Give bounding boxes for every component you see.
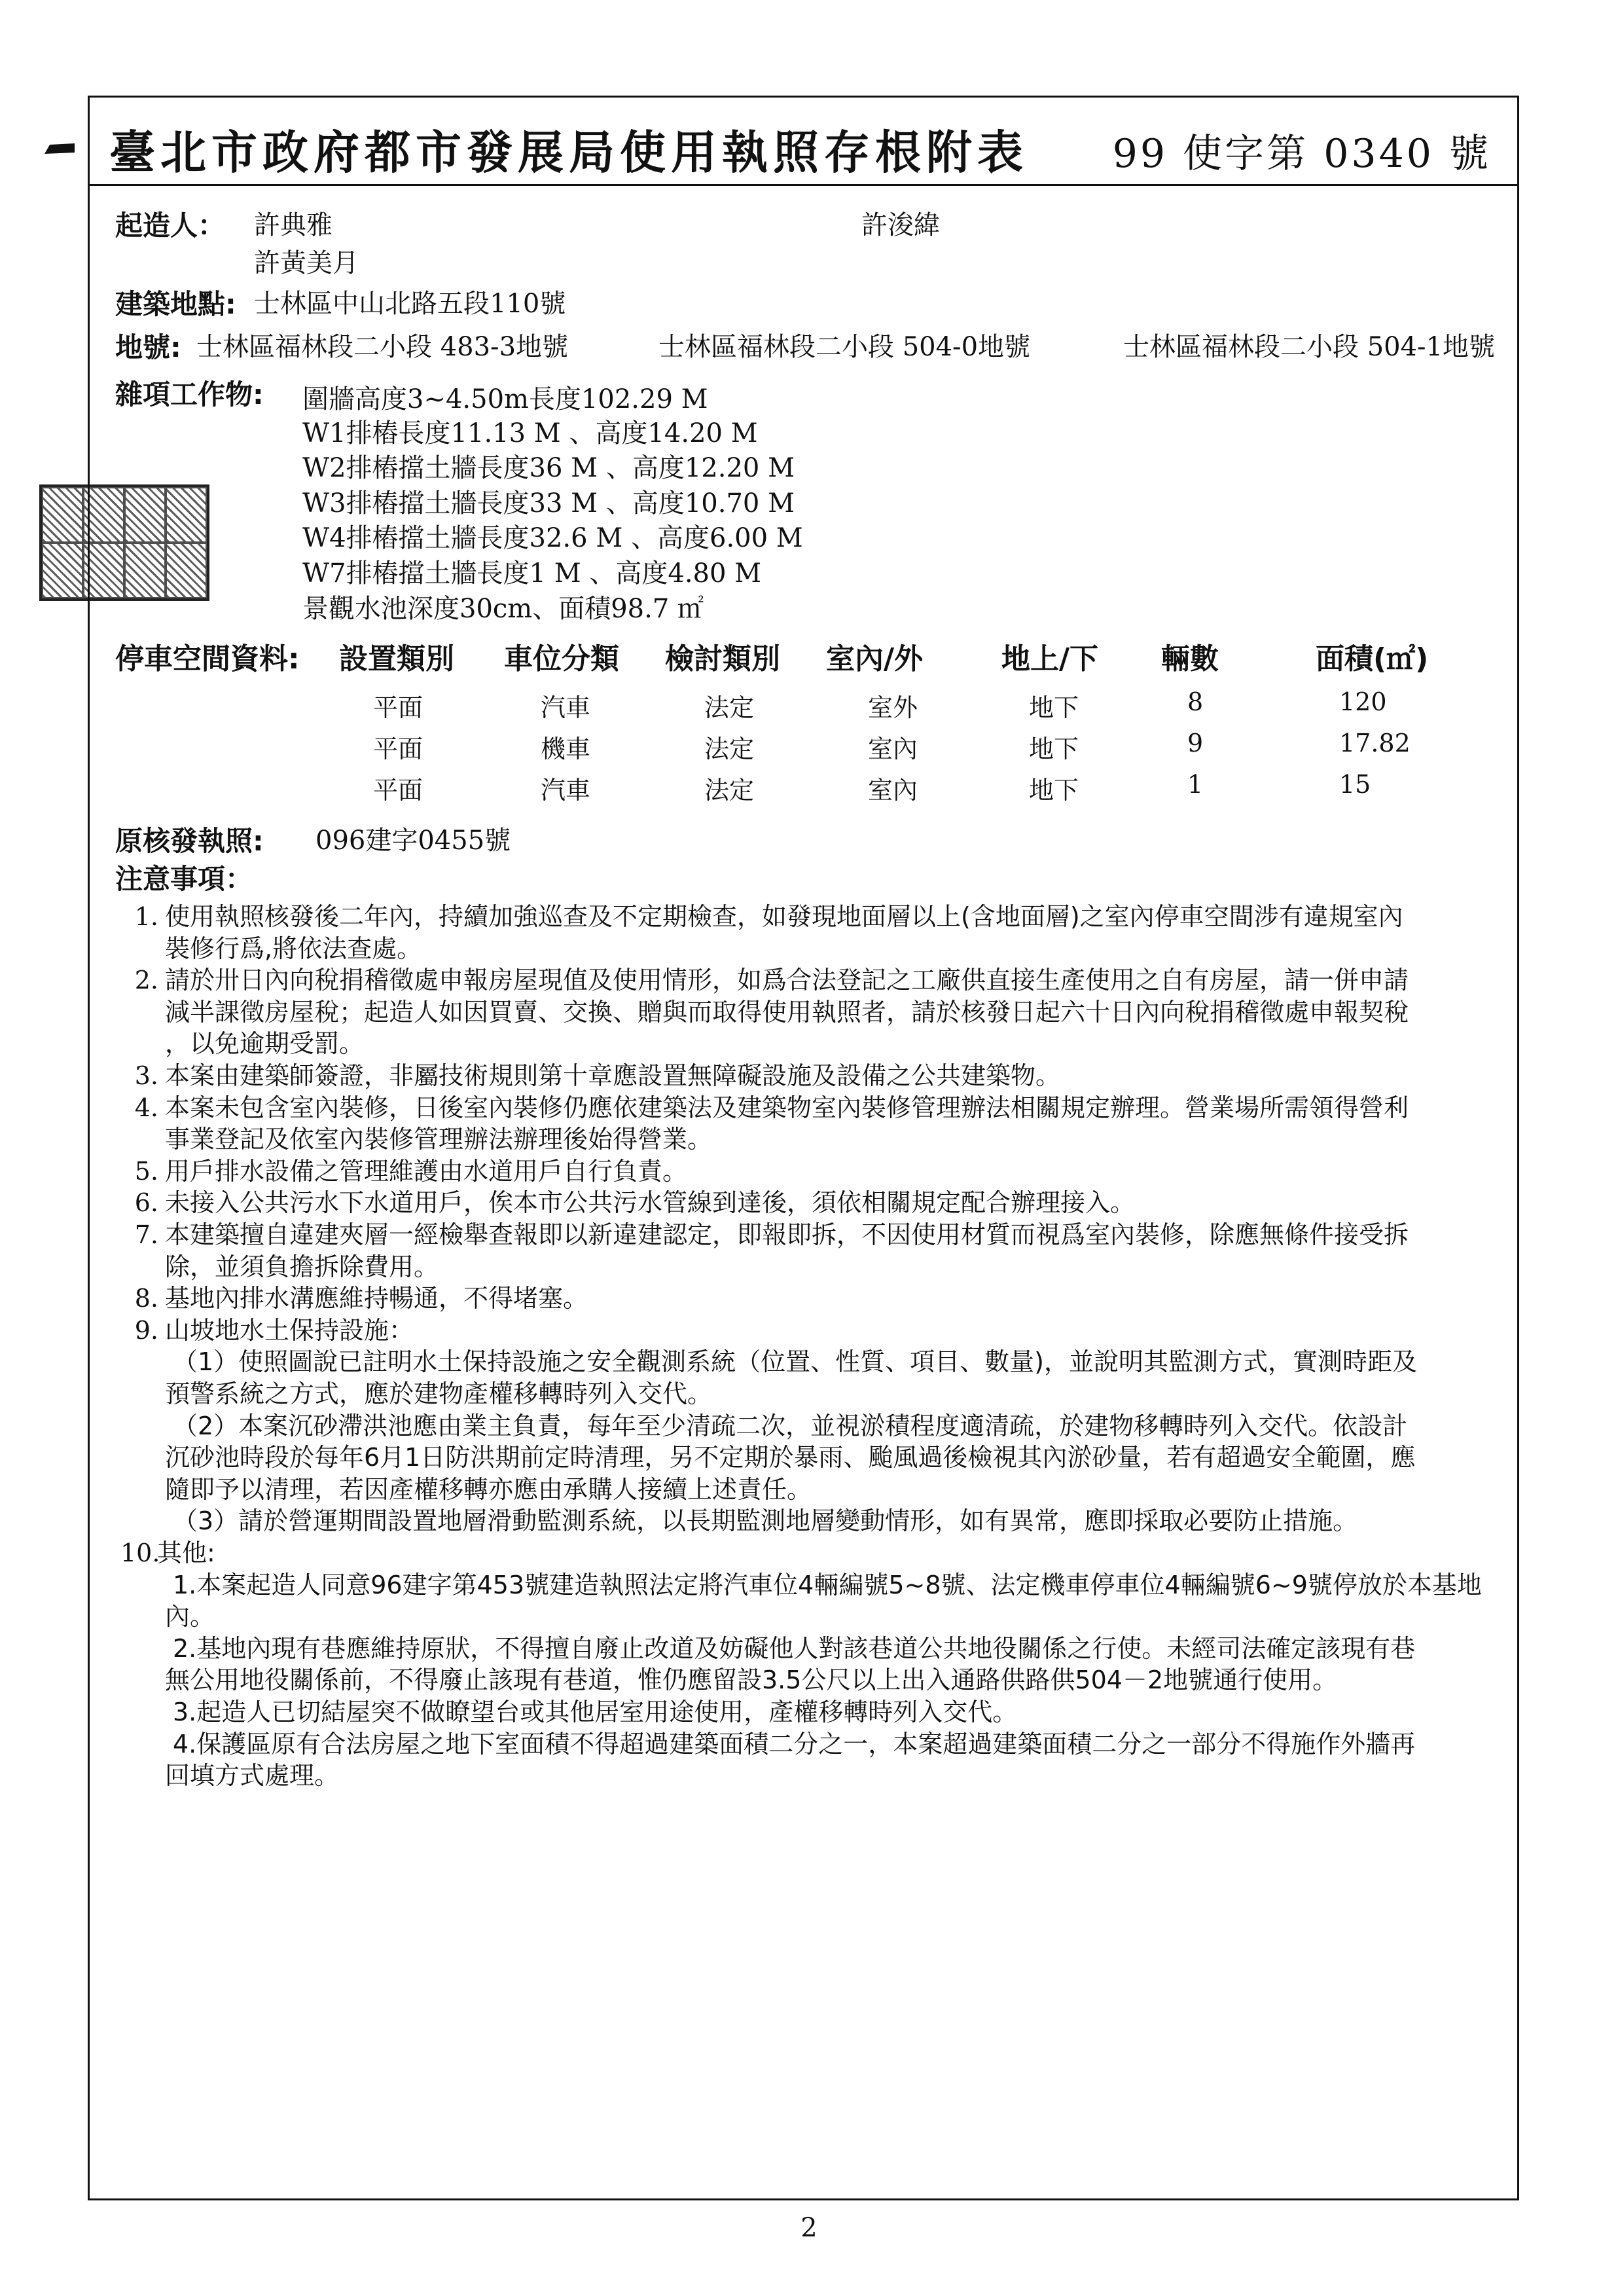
note-line <box>128 1157 687 1186</box>
parking-cell: 15 <box>1339 770 1371 799</box>
note-text: 沉砂池時段於每年6月1日防洪期前定時清理，另不定期於暴雨、颱風過後檢視其內淤砂量，若有超過安全範圍，應 <box>165 1443 1416 1472</box>
note-text: 4.保護區原有合法房屋之地下室面積不得超過建築面積二分之一，本案超過建築面積二分之一部分不得施作外牆再 <box>173 1730 1416 1758</box>
applicant-name-2: 許黃美月 <box>254 248 359 278</box>
note-text: 使用執照核發後二年內，持續加強巡查及不定期檢查，如發現地面層以上(含地面層)之室內停車空間涉有違規室內 <box>165 902 1403 931</box>
original-permit-value: 096建字0455號 <box>315 826 511 856</box>
note-text: 1.本案起造人同意96建字第453號建造執照法定將汽車位4輛編號5~8號、法定機車停車位4輛編號6~9號停放於本基地 <box>173 1571 1482 1599</box>
note-text: 3.起造人已切結屋突不做瞭望台或其他居室用途使用，產權移轉時列入交代。 <box>173 1698 1018 1726</box>
parking-cell: 機車 <box>541 735 591 763</box>
parking-header: 車位分類 <box>504 642 619 676</box>
note-text: 無公用地役關係前，不得廢止該現有巷道，惟仍應留設3.5公尺以上出入通路供路供504－2地號通行使用。 <box>165 1666 1338 1694</box>
site-label: 建築地點: <box>115 288 236 320</box>
document-number: 99 使字第 0340 號 <box>1112 131 1491 177</box>
note-line <box>165 998 1409 1027</box>
lot-label: 地號: <box>115 331 181 363</box>
note-text: （1）使照圖說已註明水土保持設施之安全觀測系統（位置、性質、項目、數量)，並說明其監測方式，實測時距及 <box>173 1347 1418 1376</box>
parking-cell: 120 <box>1339 687 1387 716</box>
note-text: 其他: <box>157 1539 215 1567</box>
note-text: 內。 <box>165 1602 215 1631</box>
parking-header: 室內/外 <box>826 642 924 676</box>
note-line <box>173 1634 1415 1663</box>
note-line <box>165 1602 215 1631</box>
note-text: 預警系統之方式，應於建物產權移轉時列入交代。 <box>165 1379 713 1408</box>
note-text: 本建築擅自違建夾層一經檢舉查報即以新違建認定，即報即拆，不因使用材質而視爲室內裝修，除應無條件接受拆 <box>165 1220 1409 1249</box>
parking-cell: 9 <box>1187 729 1204 757</box>
misc-item: W3排樁擋土牆長度33 M 、高度10.70 M <box>302 488 795 519</box>
parking-cell: 平面 <box>373 693 423 722</box>
note-text: 2.基地內現有巷應維持原狀，不得擅自廢止改道及妨礙他人對該巷道公共地役關係之行使。未經司法確定該現有巷 <box>173 1634 1416 1663</box>
note-text: 未接入公共污水下水道用戶，俟本市公共污水管線到達後，須依相關規定配合辦理接入。 <box>165 1188 1136 1217</box>
note-line <box>173 1347 1417 1376</box>
document-title: 臺北市政府都市發展局使用執照存根附表 <box>109 126 1028 179</box>
note-text: 用戶排水設備之管理維護由水道用戶自行負責。 <box>165 1157 688 1186</box>
misc-item: W4排樁擋土牆長度32.6 M 、高度6.00 M <box>302 523 803 553</box>
parking-cell: 汽車 <box>541 693 591 722</box>
note-line <box>128 1316 414 1345</box>
applicant-name-1: 許典雅 <box>254 210 333 240</box>
note-line <box>128 1061 1060 1090</box>
note-text: 本案未包含室內裝修，日後室內裝修仍應依建築法及建築物室內裝修管理辦法相關規定辦理。營業場所需領得營利 <box>165 1093 1409 1122</box>
note-text: 回填方式處理。 <box>165 1761 340 1790</box>
misc-item: W7排樁擋土牆長度1 M 、高度4.80 M <box>302 558 762 589</box>
note-line <box>165 1475 812 1504</box>
note-text: 除，並須負擔拆除費用。 <box>165 1252 439 1281</box>
parking-cell: 室內 <box>868 735 918 763</box>
note-text: 本案由建築師簽證，非屬技術規則第十章應設置無障礙設施及設備之公共建築物。 <box>165 1061 1061 1090</box>
note-number: 8. <box>134 1284 158 1313</box>
note-line <box>165 1125 712 1154</box>
note-number: 6. <box>134 1188 158 1217</box>
note-number: 7. <box>134 1220 158 1249</box>
misc-item: W1排樁長度11.13 M 、高度14.20 M <box>302 418 758 448</box>
parking-cell: 地下 <box>1029 776 1079 805</box>
parking-cell: 平面 <box>373 776 423 805</box>
note-text: ，以免逾期受罰。 <box>165 1029 365 1058</box>
note-text: 減半課徵房屋稅；起造人如因買賣、交換、贈與而取得使用執照者，請於核發日起六十日內向稅捐稽徵處申報契稅 <box>165 998 1409 1027</box>
note-line <box>173 1506 1357 1535</box>
note-text: （2）本案沉砂滯洪池應由業主負責，每年至少清疏二次，並視淤積程度適清疏，於建物移轉時列入交代。依設計 <box>173 1412 1408 1440</box>
note-number: 3. <box>134 1061 158 1090</box>
note-line <box>128 966 1409 994</box>
note-text: 裝修行爲,將依法查處。 <box>165 934 422 963</box>
parking-header: 面積(㎡) <box>1316 642 1429 676</box>
misc-item: W2排樁擋土牆長度36 M 、高度12.20 M <box>302 453 795 483</box>
parking-header: 設置類別 <box>339 642 454 676</box>
site-value: 士林區中山北路五段110號 <box>254 289 566 319</box>
misc-label: 雜項工作物: <box>115 378 264 410</box>
parking-cell: 室外 <box>868 693 918 722</box>
note-line <box>165 934 422 963</box>
lot-value-2: 士林區福林段二小段 504-0地號 <box>658 332 1031 362</box>
applicant-label: 起造人： <box>115 210 226 242</box>
note-line <box>165 1761 339 1790</box>
document-header <box>90 98 1517 186</box>
note-line <box>165 1029 364 1058</box>
note-text: 事業登記及依室內裝修管理辦法辦理後始得營業。 <box>165 1125 713 1154</box>
applicant-name-3: 許浚緯 <box>861 210 940 240</box>
parking-cell: 法定 <box>704 693 755 722</box>
margin-mark-icon <box>43 141 76 155</box>
note-number: 10. <box>120 1539 160 1567</box>
note-number: 1. <box>134 902 158 931</box>
page-number: 2 <box>800 2213 818 2243</box>
note-line <box>173 1730 1415 1758</box>
note-line <box>128 1284 588 1313</box>
note-text: 請於卅日內向稅捐稽徵處申報房屋現值及使用情形，如爲合法登記之工廠供直接生產使用之自有房屋，請一併申請 <box>165 966 1409 994</box>
parking-cell: 17.82 <box>1339 729 1411 757</box>
note-line <box>165 1379 712 1408</box>
parking-cell: 地下 <box>1029 693 1079 722</box>
parking-label: 停車空間資料: <box>115 642 300 676</box>
note-text: 隨即予以清理，若因產權移轉亦應由承購人接續上述責任。 <box>165 1475 812 1504</box>
parking-cell: 平面 <box>373 735 423 763</box>
note-line <box>165 1666 1337 1694</box>
misc-item: 圍牆高度3~4.50m長度102.29 M <box>302 384 708 414</box>
parking-cell: 法定 <box>704 776 755 805</box>
note-line <box>173 1571 1482 1599</box>
note-line <box>128 1220 1409 1249</box>
note-line <box>173 1698 1017 1726</box>
note-number: 2. <box>134 966 158 994</box>
parking-header: 輛數 <box>1161 642 1219 676</box>
parking-cell: 地下 <box>1029 735 1079 763</box>
note-text: （3）請於營運期間設置地層滑動監測系統，以長期監測地層變動情形，如有異常，應即採取必要防止措施。 <box>173 1506 1358 1535</box>
original-permit-label: 原核發執照: <box>115 825 264 857</box>
notes-label: 注意事項： <box>115 863 253 895</box>
note-text: 基地內排水溝應維持暢通，不得堵塞。 <box>165 1284 588 1313</box>
lot-value-1: 士林區福林段二小段 483-3地號 <box>196 332 569 362</box>
note-line <box>165 1252 439 1281</box>
note-line <box>128 1188 1135 1217</box>
note-line <box>173 1412 1407 1440</box>
parking-header: 檢討類別 <box>665 642 780 676</box>
misc-item: 景觀水池深度30cm、面積98.7 ㎡ <box>302 594 704 624</box>
parking-cell: 1 <box>1187 770 1204 799</box>
parking-header: 地上/下 <box>1001 642 1099 676</box>
note-line <box>165 1443 1415 1472</box>
note-number: 4. <box>134 1093 158 1122</box>
note-line <box>120 1539 215 1567</box>
note-number: 9. <box>134 1316 158 1345</box>
parking-cell: 8 <box>1187 687 1204 716</box>
parking-cell: 法定 <box>704 735 755 763</box>
parking-cell: 室內 <box>868 776 918 805</box>
parking-cell: 汽車 <box>541 776 591 805</box>
note-line <box>128 1093 1409 1122</box>
note-line <box>128 902 1403 931</box>
lot-value-3: 士林區福林段二小段 504-1地號 <box>1123 332 1496 362</box>
note-number: 5. <box>134 1157 158 1186</box>
note-text: 山坡地水土保持設施： <box>165 1316 414 1345</box>
